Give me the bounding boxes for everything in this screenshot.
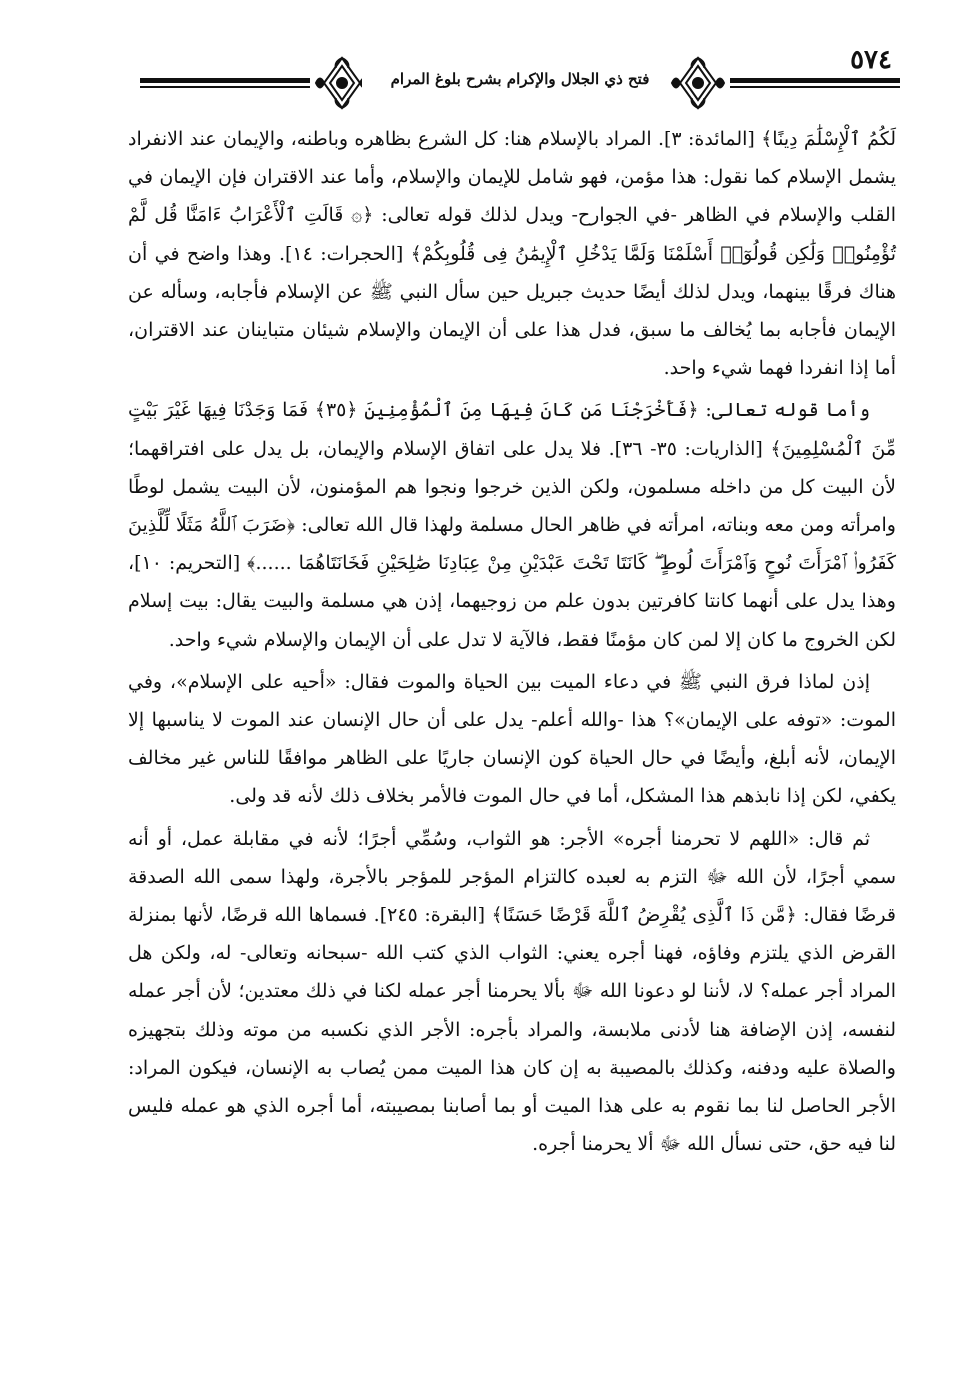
main-text xyxy=(128,120,896,1300)
paragraph: ثم قال: «اللهم لا تحرمنا أجره» الأجر: هو الثواب، وسُمِّي أجرًا؛ لأنه في مقابلة عمل، أو أنه سمي أجرًا، لأن الله ﷻ التزم به لعبده كالتزام المؤجر للمؤجر بالأجرة، ولهذا سمى الله الصدقة قرضًا فقال: ﴿مَّن ذَا ٱلَّذِى يُقْرِضُ ٱللَّهَ قَرْضًا حَسَنًا﴾ [البقرة: ٢٤٥]. فسماها الله قرضًا، لأنها بمنزلة القرض الذي يلتزم وفاؤه، فهنا أجره يعني: الثواب الذي كتب الله -سبحانه وتعالى- له، ولكن هل المراد أجر عمله؟ لا، لأننا لو دعونا الله ﷻ بألا يحرمنا أجر عمله لكنا في ذلك معتدين؛ لأن أجر عمله لنفسه، إذن الإضافة هنا لأدنى ملابسة، والمراد بأجره: الأجر الذي نكسبه من موته وذلك بتجهيزه والصلاة عليه ودفنه، وكذلك بالمصيبة به إن كان هذا الميت ممن يُصاب به الإنسان، فيكون المراد: الأجر الحاصل لنا بما نقوم به على هذا الميت أو بما أصابنا بمصيبته، أما أجره الذي هو عمله فليس لنا فيه حق، حتى نسأل الله ﷻ ألا يحرمنا أجره. xyxy=(128,827,896,1156)
header-ornament-right-icon xyxy=(666,54,730,112)
paragraph: إذن لماذا فرق النبي ﷺ في دعاء الميت بين الحياة والموت فقال: «أحيه على الإسلام»، وفي الموت: «توفه على الإيمان»؟ هذا -والله أعلم- يدل على أن حال الإنسان عند الموت لا يناسبها إلا الإيمان، لأنه أبلغ، وأيضًا في حال الحياة كون الإنسان جاريًا على الظاهر موافقًا للناس غير مخالف يكفي، لكن إذا نابذهم هذا المشكل، أما في حال الموت فالأمر بخلاف ذلك لأنه قد ولى. xyxy=(128,670,896,808)
paragraph: لَكُمُ ٱلْإِسْلَٰمَ دِينًا﴾ [المائدة: ٣]. المراد بالإسلام هنا: كل الشرع بظاهره وباطنه، والإيمان عند الانفراد يشمل الإسلام كما نقول: هذا مؤمن، فهو شامل للإيمان والإسلام، وأما عند الاقتران فإن الإيمان في القلب والإسلام في الظاهر -في الجوارح- ويدل لذلك قوله تعالى: ﴿۞ قَالَتِ ٱلْأَعْرَابُ ءَامَنَّا قُل لَّمْ تُؤْمِنُوا۟ وَلَٰكِن قُولُوٓا۟ أَسْلَمْنَا وَلَمَّا يَدْخُلِ ٱلْإِيمَٰنُ فِى قُلُوبِكُمْ﴾ [الحجرات: ١٤]. وهذا واضح في أن هناك فرقًا بينهما، ويدل لذلك أيضًا حديث جبريل حين سأل النبي ﷺ عن الإسلام فأجابه، وسأله عن الإيمان فأجابه بما يُخالف ما سبق، فدل هذا على أن الإيمان والإسلام شيئان متباينان عند الاقتران، أما إذا انفردا فهما شيء واحد. xyxy=(128,128,897,380)
paragraph: وأما قوله تعالى: ﴿فَأَخْرَجْنَا مَن كَانَ فِيهَا مِنَ ٱلْمُؤْمِنِينَ ﴿٣٥﴾ فَمَا وَجَدْنَا فِيهَا غَيْرَ بَيْتٍ مِّنَ ٱلْمُسْلِمِينَ﴾ [الذاريات: ٣٥- ٣٦]. فلا يدل على اتفاق الإسلام والإيمان، بل يدل على افتراقهما؛ لأن البيت كل من داخله مسلمون، ولكن الذين خرجوا ونجوا هم المؤمنون، لأن البيت يشمل لوطًا وامرأته ومن معه وبناته، امرأته في ظاهر الحال مسلمة ولهذا قال الله تعالى: ﴿ضَرَبَ ٱللَّهُ مَثَلًا لِّلَّذِينَ كَفَرُوا۟ ٱمْرَأَتَ نُوحٍ وَٱمْرَأَتَ لُوطٍ ۖ كَانَتَا تَحْتَ عَبْدَيْنِ مِنْ عِبَادِنَا صَٰلِحَيْنِ فَخَانَتَاهُمَا ......﴾ [التحريم: ١٠]، وهذا يدل على أنهما كانتا كافرتين بدون علم من زوجيهما، إذن هي مسلمة والبيت يقال: بيت إسلام لكن الخروج ما كان إلا لمن كان مؤمنًا فقط، فالآية لا تدل على أن الإيمان والإسلام شيء واحد. xyxy=(128,399,896,651)
page-number: ٥٧٤ xyxy=(844,45,898,75)
running-header xyxy=(140,44,900,116)
header-book-title: فتح ذي الجلال والإكرام بشرح بلوغ المرام xyxy=(362,66,678,92)
